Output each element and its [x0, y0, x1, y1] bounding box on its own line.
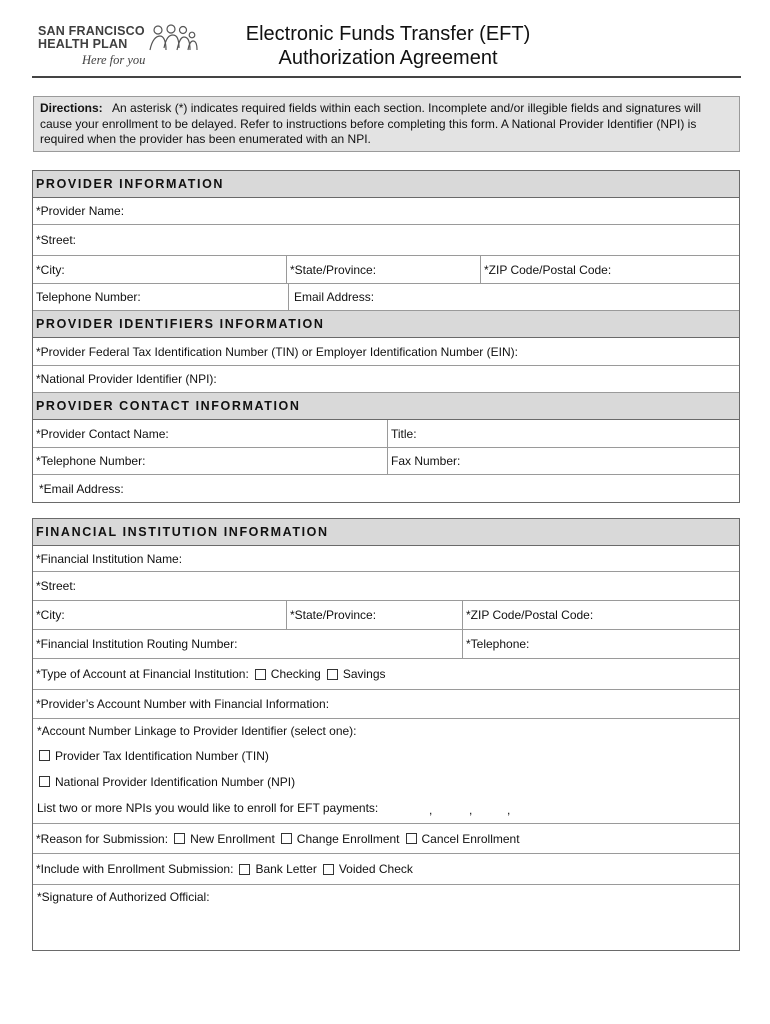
financial-street-field[interactable]: *Street:	[33, 572, 739, 601]
change-enrollment-label: Change Enrollment	[296, 831, 400, 846]
account-linkage-section	[33, 719, 739, 824]
logo-line1: SAN FRANCISCO	[38, 24, 145, 38]
bank-letter-label: Bank Letter	[255, 862, 317, 876]
link-npi-checkbox[interactable]	[39, 776, 50, 787]
provider-state-field[interactable]: *State/Province:	[286, 256, 480, 283]
provider-identifiers-header: PROVIDER IDENTIFIERS INFORMATION	[33, 311, 739, 338]
link-tin-label: Provider Tax Identification Number (TIN)	[55, 749, 269, 763]
contact-email-field[interactable]: *Email Address:	[39, 481, 124, 496]
financial-state-field[interactable]: *State/Province:	[286, 601, 462, 629]
savings-checkbox[interactable]	[327, 669, 338, 680]
change-enrollment-checkbox[interactable]	[281, 833, 292, 844]
title-line1: Electronic Funds Transfer (EFT)	[245, 23, 531, 45]
contact-telephone-field[interactable]: *Telephone Number:	[36, 454, 146, 468]
provider-telephone-field[interactable]: Telephone Number:	[36, 290, 141, 304]
sfhp-logo	[38, 24, 198, 72]
financial-telephone-field[interactable]: *Telephone:	[462, 630, 739, 658]
linkage-label: *Account Number Linkage to Provider Identifier (select one):	[37, 724, 357, 738]
provider-section	[32, 170, 740, 503]
voided-check-label: Voided Check	[338, 862, 413, 876]
cancel-enrollment-checkbox[interactable]	[406, 833, 417, 844]
provider-street-field[interactable]: *Street:	[33, 225, 739, 256]
npi-list-label: List two or more NPIs you would like to enroll for EFT payments:	[37, 801, 379, 815]
account-type-label: *Type of Account at Financial Institution:	[36, 667, 249, 681]
financial-zip-field[interactable]: *ZIP Code/Postal Code:	[462, 601, 739, 629]
provider-zip-field[interactable]: *ZIP Code/Postal Code:	[480, 256, 739, 283]
signature-label: *Signature of Authorized Official:	[37, 890, 210, 904]
routing-number-field[interactable]: *Financial Institution Routing Number:	[36, 637, 238, 651]
financial-institution-header: FINANCIAL INSTITUTION INFORMATION	[33, 519, 739, 546]
new-enrollment-label: New Enrollment	[190, 831, 275, 846]
enrollment-include-row	[33, 854, 739, 885]
financial-name-field[interactable]: *Financial Institution Name:	[33, 546, 739, 572]
provider-contact-header: PROVIDER CONTACT INFORMATION	[33, 393, 739, 420]
bank-letter-checkbox[interactable]	[239, 864, 250, 875]
logo-line2: HEALTH PLAN	[38, 37, 128, 51]
title-line2: Authorization Agreement	[278, 47, 498, 69]
savings-label: Savings	[342, 667, 386, 681]
header-divider	[32, 76, 741, 78]
provider-information-header: PROVIDER INFORMATION	[33, 171, 739, 198]
financial-city-field[interactable]: *City:	[36, 608, 65, 622]
new-enrollment-checkbox[interactable]	[174, 833, 185, 844]
contact-name-field[interactable]: *Provider Contact Name:	[36, 426, 169, 441]
provider-name-field[interactable]: *Provider Name:	[33, 198, 739, 225]
voided-check-checkbox[interactable]	[323, 864, 334, 875]
directions-box	[33, 96, 740, 152]
reason-label: *Reason for Submission:	[36, 831, 169, 846]
checking-label: Checking	[270, 667, 321, 681]
npi-list-sep3: ,	[507, 803, 511, 817]
npi-list-sep2: ,	[469, 803, 473, 817]
link-tin-checkbox[interactable]	[39, 750, 50, 761]
contact-fax-field[interactable]: Fax Number:	[387, 448, 739, 474]
financial-section	[32, 518, 740, 951]
account-type-row	[33, 659, 739, 690]
checking-checkbox[interactable]	[255, 669, 266, 680]
directions-label: Directions:	[40, 101, 103, 115]
provider-tin-field[interactable]: *Provider Federal Tax Identification Number (TIN) or Employer Identification Number (EIN):	[33, 338, 739, 366]
family-figures-logo-icon	[146, 24, 198, 52]
npi-list-sep1: ,	[429, 803, 433, 817]
page-title	[200, 22, 576, 70]
logo-tagline: Here for you	[82, 53, 146, 67]
submission-reason-row	[33, 824, 739, 854]
provider-city-field[interactable]: *City:	[36, 262, 65, 277]
account-number-field[interactable]: *Provider’s Account Number with Financial Information:	[33, 690, 739, 719]
provider-email-field[interactable]: Email Address:	[288, 284, 739, 310]
directions-text: An asterisk (*) indicates required fields within each section. Incomplete and/or illegible fields and signatures will cause your enrollment to be delayed. Refer to instructions before completing this form. A National Provider Identifier (NPI) is required when the provider has been enumerated with an NPI.	[40, 101, 701, 146]
link-npi-label: National Provider Identification Number (NPI)	[55, 775, 296, 789]
provider-npi-field[interactable]: *National Provider Identifier (NPI):	[33, 366, 739, 393]
cancel-enrollment-label: Cancel Enrollment	[421, 831, 520, 846]
contact-title-field[interactable]: Title:	[387, 420, 739, 447]
include-label: *Include with Enrollment Submission:	[36, 862, 234, 876]
signature-field[interactable]	[33, 885, 739, 950]
